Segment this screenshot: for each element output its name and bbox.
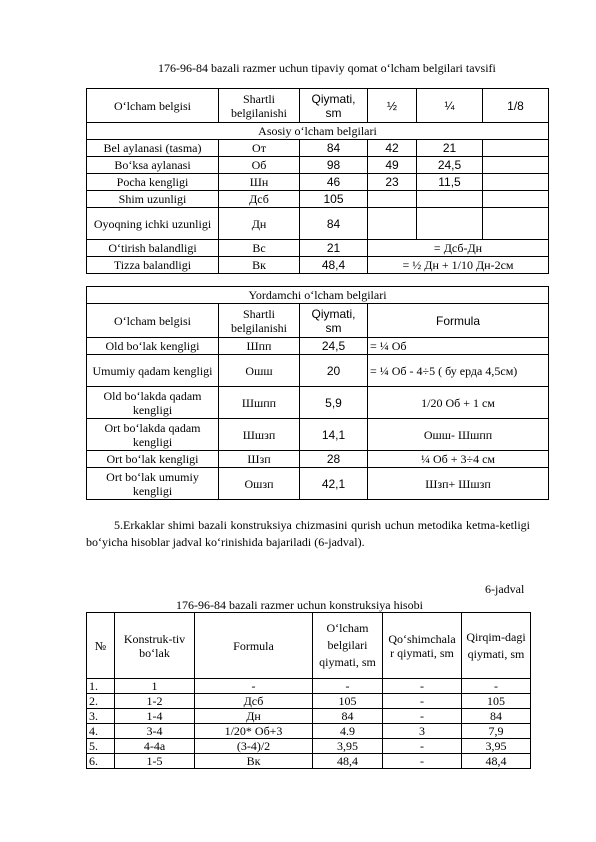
table1-header-cell: Oʻlcham belgisi	[87, 89, 219, 123]
table-cell: 3,95	[462, 739, 531, 754]
table1-header-cell: Shartli belgilanishi	[219, 89, 300, 123]
table-cell: -	[383, 739, 462, 754]
table-cell: 84	[462, 709, 531, 724]
table-cell: 48,4	[313, 754, 383, 769]
table-cell: -	[383, 694, 462, 709]
table-cell: 1-5	[115, 754, 195, 769]
table-cell: Ort boʻlakda qadam kengligi	[87, 419, 219, 451]
table-cell: 3.	[87, 709, 115, 724]
table-cell: 98	[300, 157, 368, 174]
table-cell: -	[462, 679, 531, 694]
table-cell: 84	[313, 709, 383, 724]
table-cell	[483, 174, 549, 191]
table-cell: Вс	[219, 240, 300, 257]
table-basic-measurements	[86, 88, 549, 274]
table-cell: 1.	[87, 679, 115, 694]
table-cell: Shim uzunligi	[87, 191, 219, 208]
table-cell: 21	[417, 140, 483, 157]
table-cell: 42	[368, 140, 417, 157]
table-row	[87, 257, 549, 274]
table-cell	[483, 140, 549, 157]
table-cell: Bel aylanasi (tasma)	[87, 140, 219, 157]
table-cell: Дсб	[219, 191, 300, 208]
table-cell: 1	[115, 679, 195, 694]
table-cell-formula: 1/20 Об + 1 см	[368, 387, 549, 419]
table1-header-cell: 1/8	[483, 89, 549, 123]
table-cell	[483, 191, 549, 208]
table3-header-row	[87, 613, 531, 679]
table3-header-cell: Oʻlcham belgilari qiymati, sm	[313, 613, 383, 679]
table1-header-row	[87, 89, 549, 123]
table-cell: 46	[300, 174, 368, 191]
table-cell: 2.	[87, 694, 115, 709]
table-row	[87, 240, 549, 257]
table-cell: 42,1	[300, 468, 368, 500]
table-cell: 49	[368, 157, 417, 174]
table-cell: 21	[300, 240, 368, 257]
table1-header-cell: ¼	[417, 89, 483, 123]
table-cell: Шзп	[219, 451, 300, 468]
table-cell: -	[195, 679, 313, 694]
table-cell-formula: = ½ Дн + 1/10 Дн-2см	[368, 257, 549, 274]
table3-header-cell: Qoʻshimchala r qiymati, sm	[383, 613, 462, 679]
table-row	[87, 694, 531, 709]
table-cell: 20	[300, 355, 368, 387]
table-cell: Ort boʻlak kengligi	[87, 451, 219, 468]
table-cell: 11,5	[417, 174, 483, 191]
table-cell-formula: = ¼ Об	[368, 338, 549, 355]
table-auxiliary-measurements	[86, 286, 549, 500]
table-cell: 105	[300, 191, 368, 208]
table-cell: Об	[219, 157, 300, 174]
table-cell-formula: Ошш- Шшпп	[368, 419, 549, 451]
table3-header-cell: Qirqim-dagi qiymati, sm	[462, 613, 531, 679]
table-cell: Шшпп	[219, 387, 300, 419]
table-cell	[368, 191, 417, 208]
table-cell: -	[383, 754, 462, 769]
table-cell: 1-4	[115, 709, 195, 724]
table-cell: 84	[300, 140, 368, 157]
table-cell: Шпп	[219, 338, 300, 355]
table-cell: -	[313, 679, 383, 694]
table-row	[87, 174, 549, 191]
table-cell: 24,5	[300, 338, 368, 355]
table-row	[87, 468, 549, 500]
table-cell: От	[219, 140, 300, 157]
table-cell: 6.	[87, 754, 115, 769]
table-cell: Old boʻlak kengligi	[87, 338, 219, 355]
table-cell: 14,1	[300, 419, 368, 451]
table3-header-cell: Formula	[195, 613, 313, 679]
table-row	[87, 387, 549, 419]
table-row	[87, 709, 531, 724]
table-construction-calculation	[86, 612, 531, 769]
table-row	[87, 739, 531, 754]
table-row	[87, 679, 531, 694]
table-cell: 28	[300, 451, 368, 468]
table-cell: 3,95	[313, 739, 383, 754]
table-cell: Ошзп	[219, 468, 300, 500]
table-cell: Дн	[219, 208, 300, 240]
table-row	[87, 191, 549, 208]
table-cell	[483, 208, 549, 240]
table-cell: Oyoqning ichki uzunligi	[87, 208, 219, 240]
table-cell: 24,5	[417, 157, 483, 174]
table-cell: -	[383, 679, 462, 694]
table-row	[87, 157, 549, 174]
table-cell: -	[383, 709, 462, 724]
table-number-label: 6-jadval	[485, 582, 525, 596]
table-cell	[417, 191, 483, 208]
table-cell-formula: = Дсб-Дн	[368, 240, 549, 257]
table-cell: 84	[300, 208, 368, 240]
table1-section-row	[87, 123, 549, 140]
table-cell-formula: ¼ Об + 3÷4 см	[368, 451, 549, 468]
table-cell: Шшзп	[219, 419, 300, 451]
table-cell: 48,4	[462, 754, 531, 769]
table-cell: 5,9	[300, 387, 368, 419]
table-row	[87, 451, 549, 468]
table2-header-cell: Shartli belgilanishi	[219, 304, 300, 338]
table2-title: Yordamchi oʻlcham belgilari	[87, 287, 549, 304]
table-cell: 48,4	[300, 257, 368, 274]
table3-header-cell: №	[87, 613, 115, 679]
table-cell: 4-4a	[115, 739, 195, 754]
table1-header-cell: ½	[368, 89, 417, 123]
table3-header-cell: Konstruk-tiv boʻlak	[115, 613, 195, 679]
table-cell	[417, 208, 483, 240]
table-cell: Вк	[195, 754, 313, 769]
table-cell: Old boʻlakda qadam kengligi	[87, 387, 219, 419]
table1-header-cell: Qiymati, sm	[300, 89, 368, 123]
table-cell: 7,9	[462, 724, 531, 739]
table-cell: Вк	[219, 257, 300, 274]
table-cell: Дсб	[195, 694, 313, 709]
table-cell: 4.9	[313, 724, 383, 739]
table-cell: Pocha kengligi	[87, 174, 219, 191]
table1-section-title: Asosiy oʻlcham belgilari	[87, 123, 549, 140]
table-cell: Oʻtirish balandligi	[87, 240, 219, 257]
table-cell: 105	[462, 694, 531, 709]
table-cell: 3	[383, 724, 462, 739]
body-paragraph: 5.Erkaklar shimi bazali konstruksiya chizmasini qurish uchun metodika ketma-ketligi boʻyicha hisoblar jadval koʻrinishida bajariladi (6-jadval).	[86, 518, 530, 549]
table-cell: 105	[313, 694, 383, 709]
table-cell: Ort boʻlak umumiy kengligi	[87, 468, 219, 500]
table-cell: 1/20* Об+3	[195, 724, 313, 739]
table1-caption: 176-96-84 bazali razmer uchun tipaviy qomat oʻlcham belgilari tavsifi	[158, 61, 496, 75]
table-row	[87, 208, 549, 240]
table-cell: Boʻksa aylanasi	[87, 157, 219, 174]
table-cell: Шн	[219, 174, 300, 191]
table2-header-cell: Oʻlcham belgisi	[87, 304, 219, 338]
table-cell	[368, 208, 417, 240]
table-cell: Дн	[195, 709, 313, 724]
table2-header-cell: Qiymati, sm	[300, 304, 368, 338]
table-cell: Tizza balandligi	[87, 257, 219, 274]
table-cell: 5.	[87, 739, 115, 754]
table-row	[87, 724, 531, 739]
table-cell-formula: = ¼ Об - 4÷5 ( бу ерда 4,5см)	[368, 355, 549, 387]
table2-title-row	[87, 287, 549, 304]
table-cell: (3-4)/2	[195, 739, 313, 754]
table-row	[87, 419, 549, 451]
table-row	[87, 338, 549, 355]
table3-caption: 176-96-84 bazali razmer uchun konstruksiya hisobi	[176, 598, 423, 612]
table-cell: 4.	[87, 724, 115, 739]
table2-header-cell: Formula	[368, 304, 549, 338]
table2-header-row	[87, 304, 549, 338]
table-cell	[483, 157, 549, 174]
table-cell: Ошш	[219, 355, 300, 387]
table-row	[87, 754, 531, 769]
table-cell: 1-2	[115, 694, 195, 709]
table-cell: 23	[368, 174, 417, 191]
table-row	[87, 140, 549, 157]
table-cell: 3-4	[115, 724, 195, 739]
table-row	[87, 355, 549, 387]
table-cell-formula: Шзп+ Шшзп	[368, 468, 549, 500]
table-cell: Umumiy qadam kengligi	[87, 355, 219, 387]
